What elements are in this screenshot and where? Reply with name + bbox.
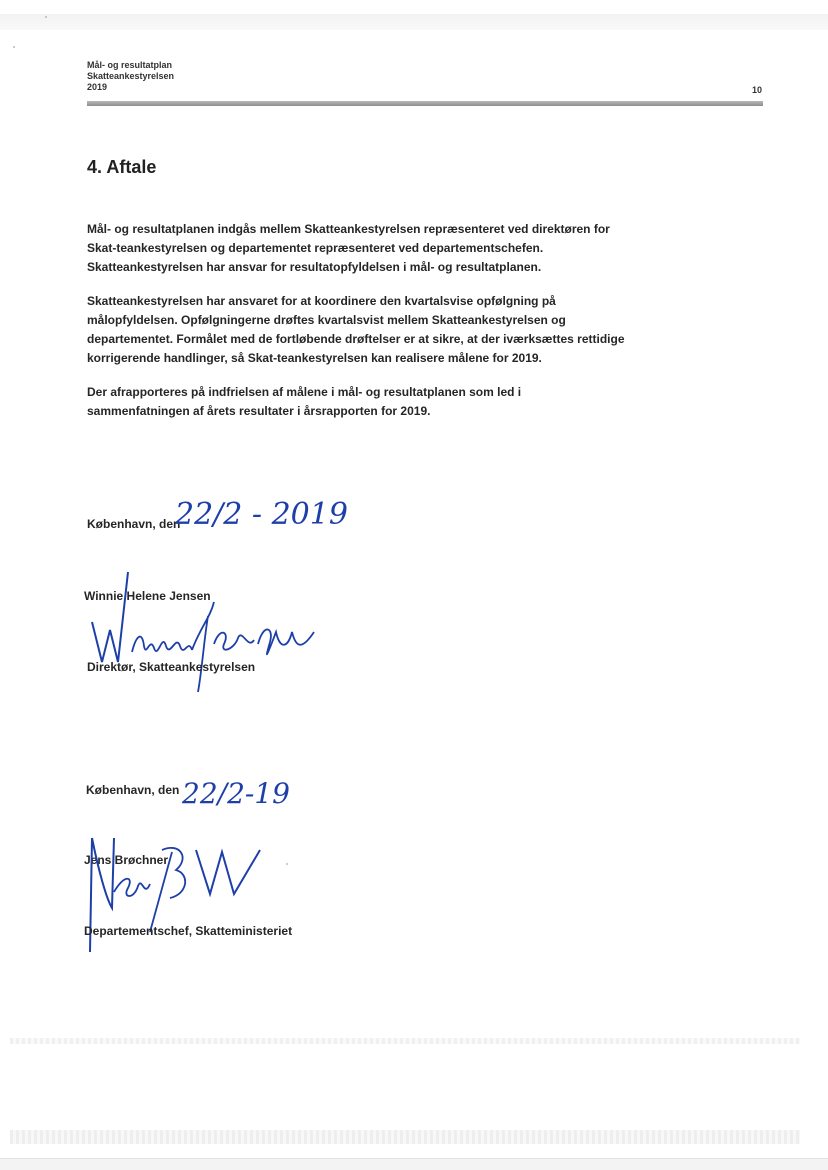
signature-2-handwritten-signature: [84, 828, 284, 958]
signature-2-title: Departementschef, Skatteministeriet: [84, 924, 293, 938]
signature-1-place-label: København, den: [87, 517, 181, 531]
scan-artifact-top: [0, 14, 828, 30]
section-title: 4. Aftale: [87, 157, 157, 177]
paragraph-3: Der afrapporteres på indfrielsen af målene i mål- og resultatplanen som led i sammenfatningen af årets resultater i årsrapporten for 2019.: [87, 385, 522, 418]
signature-2-handwritten-date: 22/2-19: [182, 777, 290, 810]
page-number: 10: [752, 85, 763, 95]
scan-artifact-middle: [10, 1038, 800, 1044]
signature-1-name: Winnie Helene Jensen: [84, 589, 211, 603]
header-rule: [87, 101, 763, 106]
scan-artifact-bottom: [10, 1130, 800, 1144]
signature-1-title: Direktør, Skatteankestyrelsen: [87, 660, 256, 674]
scan-artifact-edge: [0, 1158, 828, 1170]
header-plan-title: Mål- og resultatplan: [87, 60, 173, 70]
header-agency: Skatteankestyrelsen: [87, 71, 175, 81]
signature-2-place-label: København, den: [86, 783, 180, 797]
scan-speck: [45, 16, 47, 18]
paragraph-2: Skatteankestyrelsen har ansvaret for at koordinere den kvartalsvise opfølgning på målopfyldelsen. Opfølgningerne drøftes kvartalsvist mellem Skatteankestyrelsen og departementet. Formålet med de fortløbende drøftelser er at sikre, at der iværksættes rettidige korrigerende handlinger, så Skat-teankestyrelsen kan realisere målene for 2019.: [87, 294, 625, 365]
scan-speck: [13, 46, 15, 48]
signature-2-name: Jens Brøchner: [84, 853, 169, 867]
section-body: [87, 220, 627, 436]
scan-speck: [286, 863, 288, 865]
paragraph-1: Mål- og resultatplanen indgås mellem Skatteankestyrelsen repræsenteret ved direktøren for Skat-teankestyrelsen og departementet repræsenteret ved departementschefen. Skatteankestyrelsen har ansvar for resultatopfyldelsen i mål- og resultatplanen.: [87, 222, 610, 274]
running-header: [87, 60, 174, 93]
signature-1-handwritten-date: 22/2 - 2019: [175, 497, 348, 532]
signature-1-handwritten-signature: [88, 566, 328, 696]
header-year: 2019: [87, 82, 108, 92]
